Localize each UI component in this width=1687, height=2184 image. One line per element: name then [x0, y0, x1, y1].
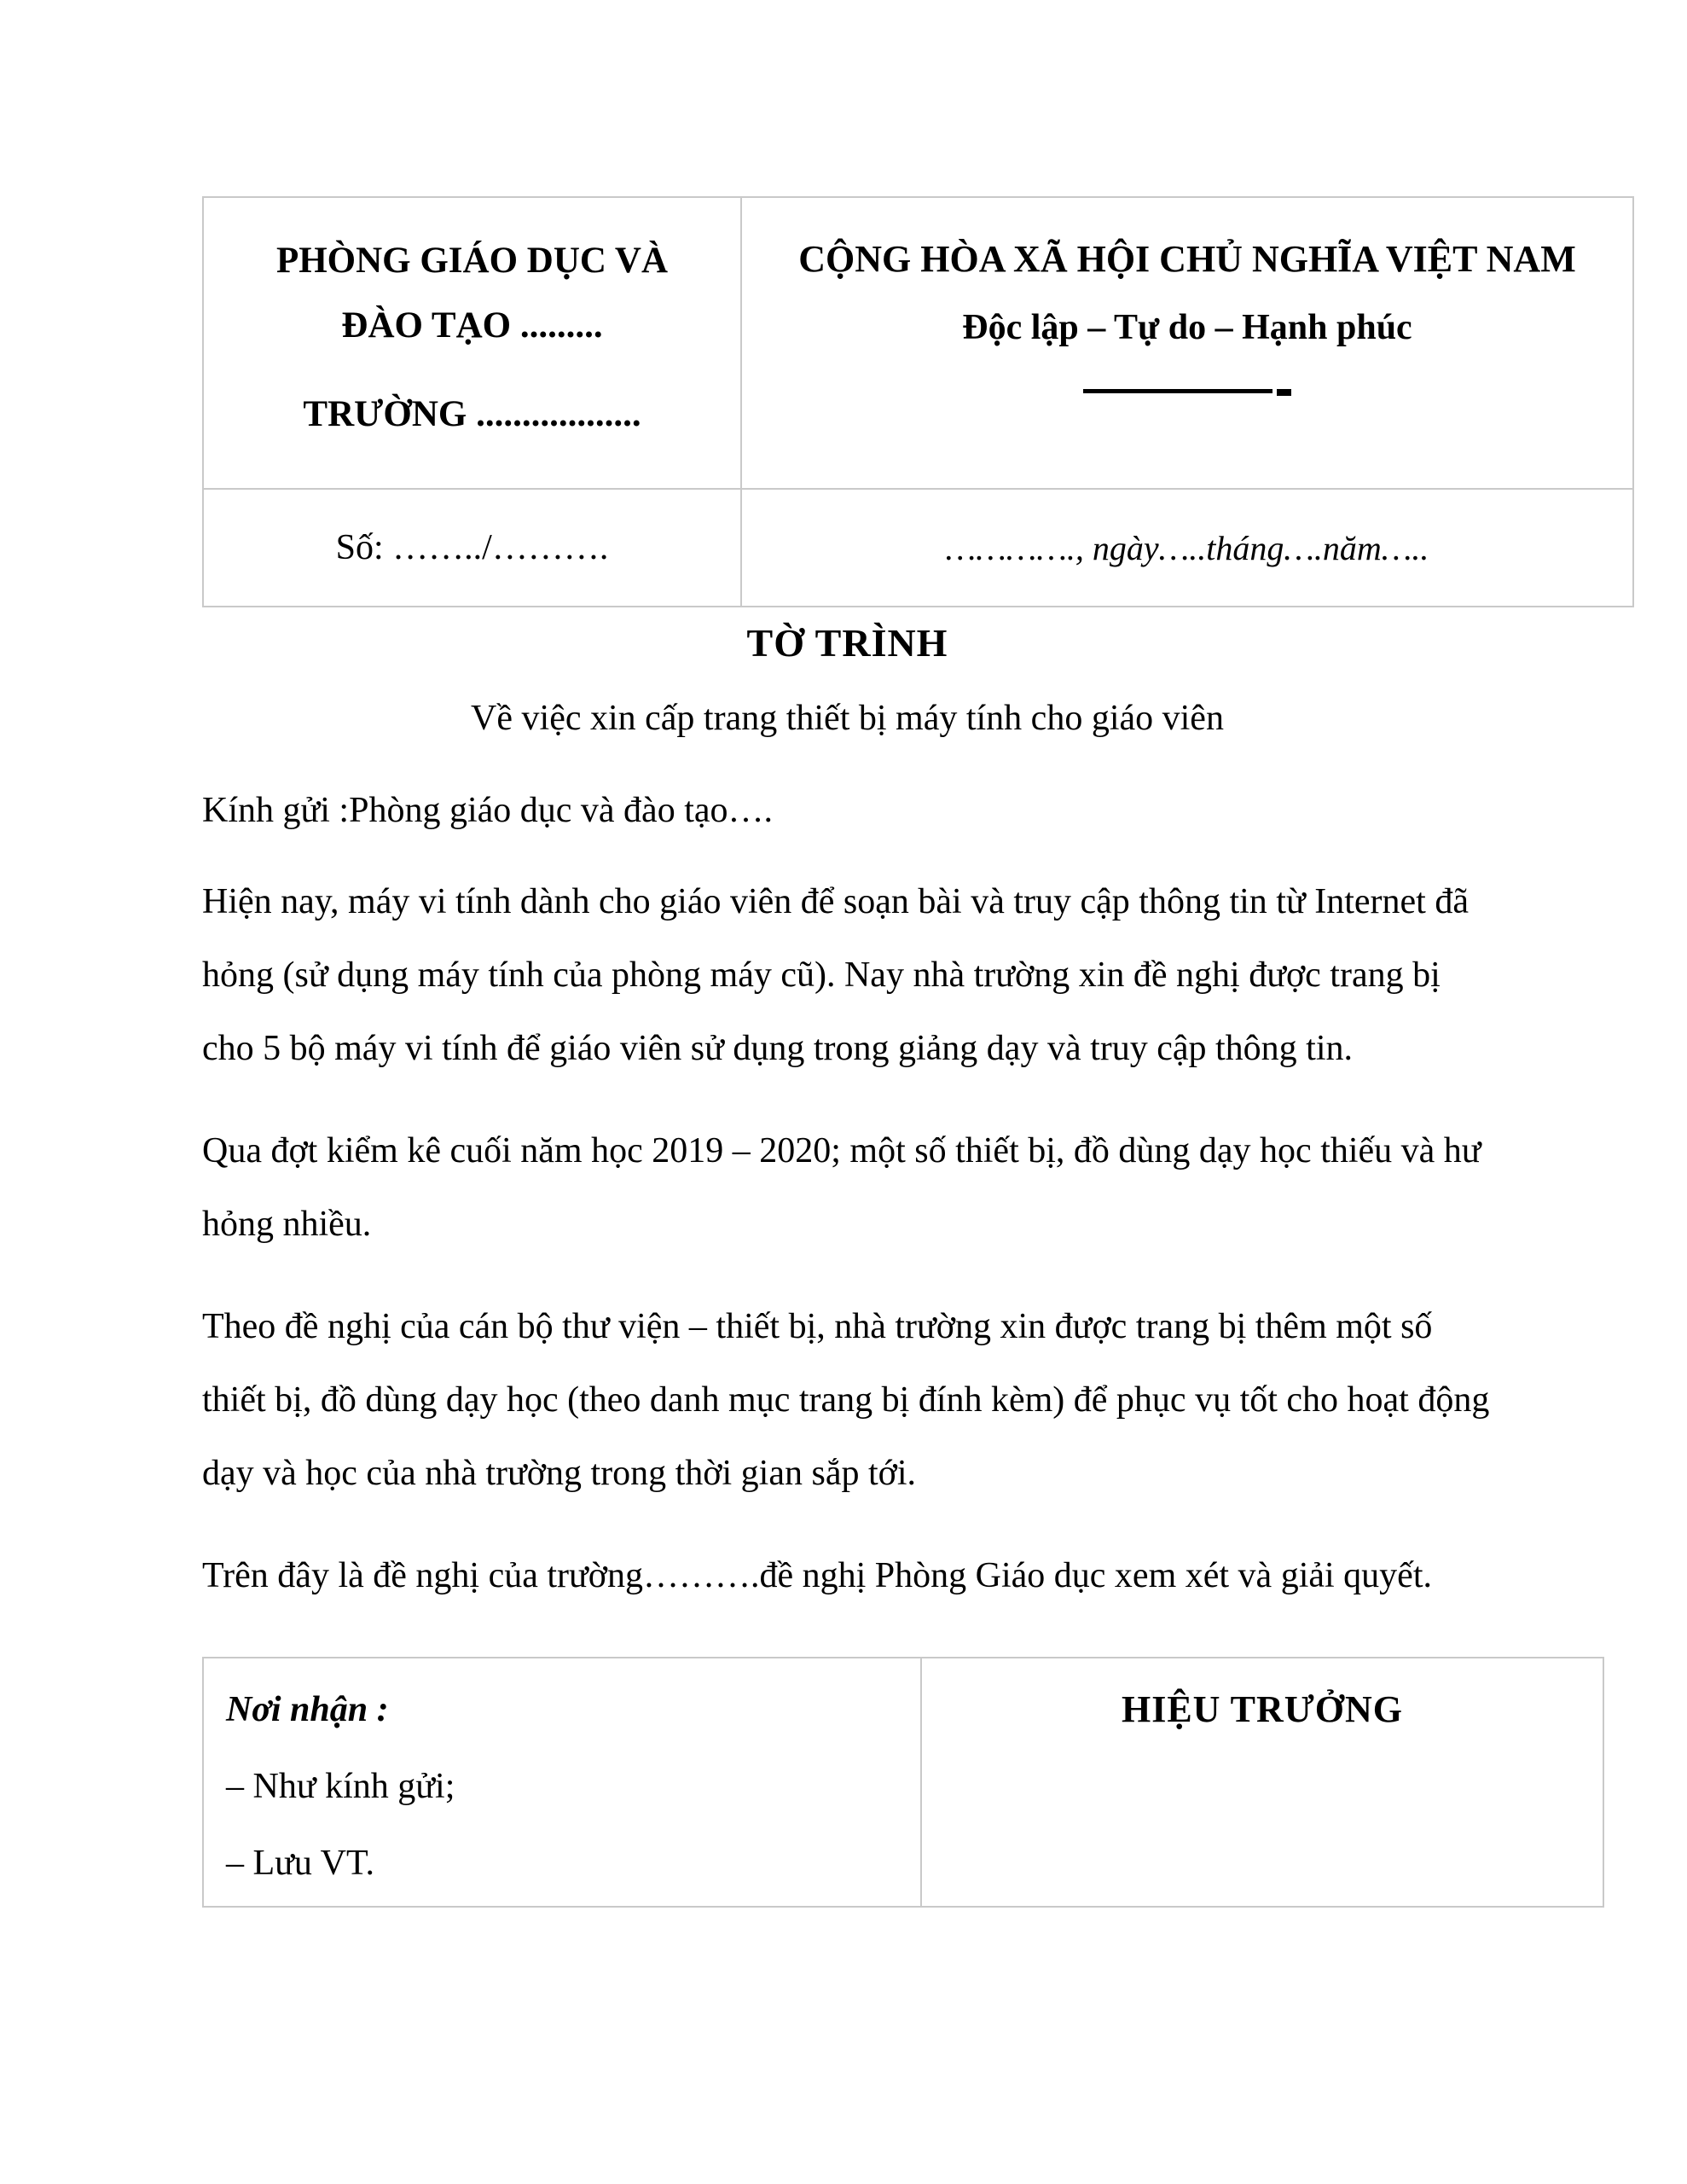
document-subtitle: Về việc xin cấp trang thiết bị máy tính cho giáo viên [471, 699, 1224, 738]
body-paragraph-2: Qua đợt kiểm kê cuối năm học 2019 – 2020; một số thiết bị, đồ dùng dạy học thiếu và hư hỏng nhiều. [202, 1131, 1481, 1244]
header-row-2 [203, 489, 1633, 607]
body-paragraph-4: Trên đây là đề nghị của trường……….đề nghị Phòng Giáo dục xem xét và giải quyết. [202, 1556, 1432, 1595]
body-paragraph-3: Theo đề nghị của cán bộ thư viện – thiết bị, nhà trường xin được trang bị thêm một số thiết bị, đồ dùng dạy học (theo danh mục trang bị đính kèm) để phục vụ tốt cho hoạt động dạy và học của nhà trường trong thời gian sắp tới. [202, 1307, 1490, 1493]
recipient-item-2: – Lưu VT. [226, 1844, 375, 1883]
header-row-1 [203, 197, 1633, 489]
doc-number-cell: Số: ……../………. [203, 489, 741, 607]
header-table [202, 196, 1634, 607]
motto-separator [742, 387, 1632, 394]
document-title: TỜ TRÌNH [746, 621, 948, 665]
footer-table [202, 1657, 1604, 1908]
issuing-org-cell [203, 197, 741, 489]
salutation-line: Kính gửi :Phòng giáo dục và đào tạo…. [202, 791, 774, 830]
motto-separator-dash [1277, 389, 1291, 396]
national-motto: Độc lập – Tự do – Hạnh phúc [962, 308, 1412, 347]
body-paragraph-1: Hiện nay, máy vi tính dành cho giáo viên để soạn bài và truy cập thông tin từ Internet đã hỏng (sử dụng máy tính của phòng máy cũ). Nay nhà trường xin đề nghị được trang bị cho 5 bộ máy vi tính để giáo viên sử dụng trong giảng dạy và truy cập thông tin. [202, 882, 1469, 1068]
national-motto-cell [741, 197, 1633, 489]
national-title: CỘNG HÒA XÃ HỘI CHỦ NGHĨA VIỆT NAM [798, 238, 1576, 280]
recipients-label: Nơi nhận : [226, 1690, 389, 1729]
signer-title: HIỆU TRƯỞNG [1121, 1688, 1404, 1730]
org-name-line-1: PHÒNG GIÁO DỤC VÀ [275, 241, 669, 281]
signature-cell [921, 1658, 1603, 1907]
motto-separator-bar [1083, 389, 1272, 393]
recipients-cell [203, 1658, 921, 1907]
org-name-line-2: ĐÀO TẠO ......... [341, 305, 603, 346]
recipient-item-1: – Như kính gửi; [226, 1767, 455, 1806]
document-content [202, 196, 1576, 1908]
footer-row [203, 1658, 1603, 1907]
org-name-line-3: TRƯỜNG .................. [303, 394, 641, 434]
date-place-cell: …………., ngày…..tháng….năm….. [741, 489, 1633, 607]
